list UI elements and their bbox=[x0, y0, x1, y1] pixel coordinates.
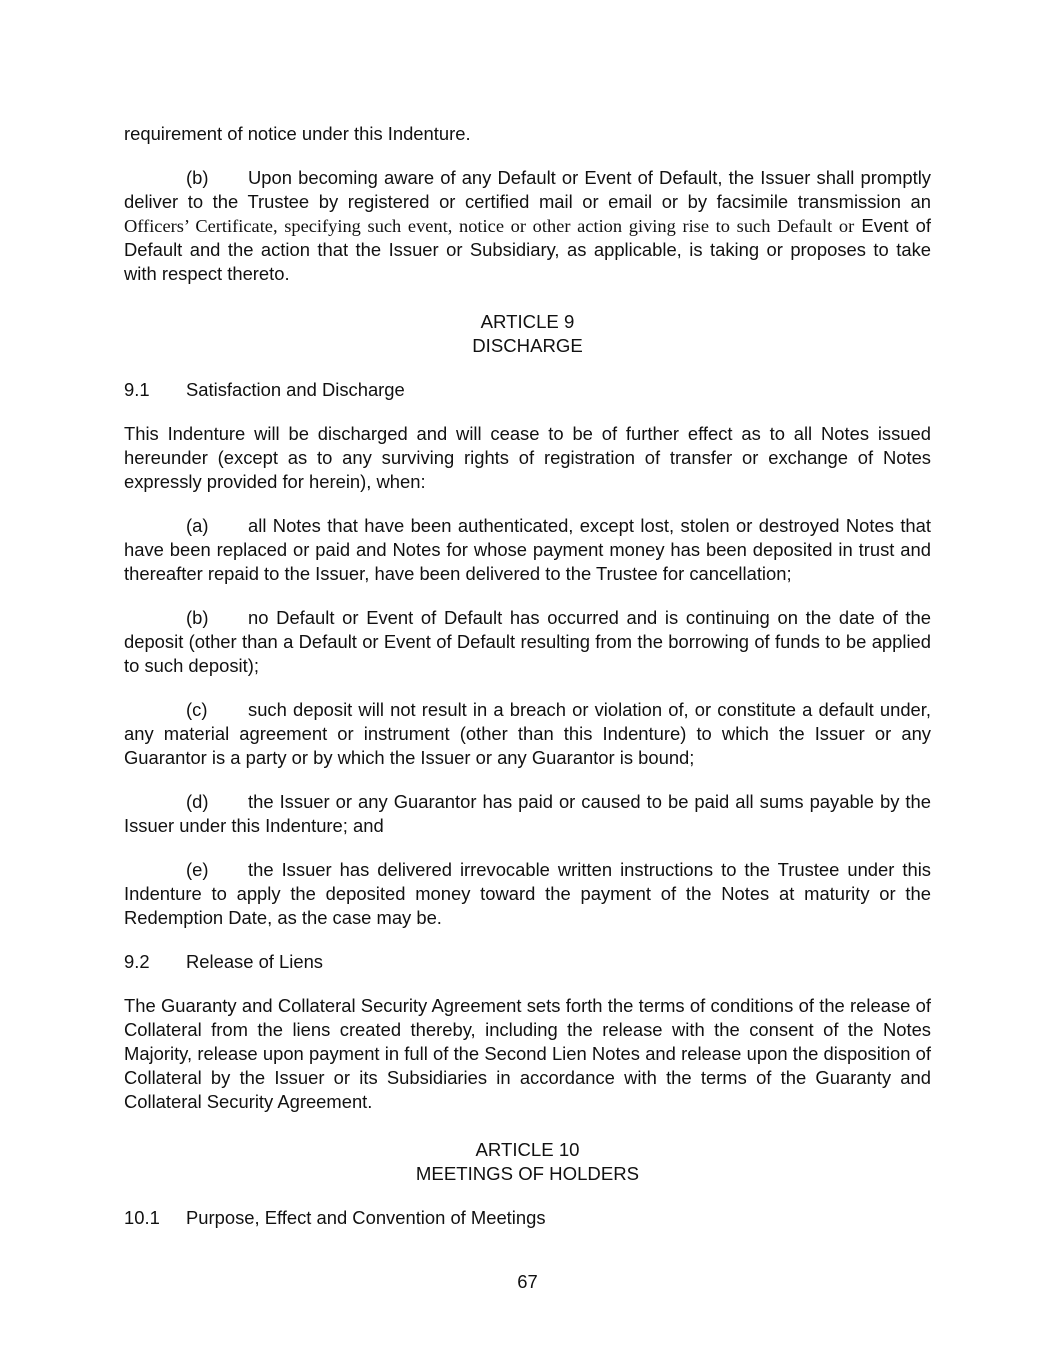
default-notice-paragraph bbox=[124, 166, 931, 286]
paragraph-text-serif: Officers’ Certificate, specifying such event, notice or other action giving rise to such Default or bbox=[124, 216, 855, 236]
list-item bbox=[124, 606, 931, 678]
section-9-1-body: This Indenture will be discharged and will cease to be of further effect as to all Notes issued hereunder (except as to any surviving rights of registration of transfer or exchange of Notes expressly provided for herein), when: bbox=[124, 423, 931, 492]
item-label: (b) bbox=[186, 607, 209, 628]
section-9-2-heading bbox=[124, 950, 931, 974]
article-9-heading bbox=[124, 310, 931, 358]
section-number: 10.1 bbox=[124, 1207, 160, 1228]
list-item bbox=[124, 790, 931, 838]
article-subtitle: MEETINGS OF HOLDERS bbox=[415, 1163, 640, 1184]
item-label: (b) bbox=[186, 167, 209, 188]
item-text: all Notes that have been authenticated, except lost, stolen or destroyed Notes that have been replaced or paid and Notes for whose payment money has been deposited in trust and thereafter repaid to the Issuer, have been delivered to the Trustee for cancellation; bbox=[124, 515, 931, 584]
section-number: 9.1 bbox=[124, 379, 150, 400]
page-number: 67 bbox=[517, 1271, 538, 1292]
item-text: no Default or Event of Default has occurred and is continuing on the date of the deposit (other than a Default or Event of Default resulting from the borrowing of funds to be applied to such deposit); bbox=[124, 607, 931, 676]
article-10-heading bbox=[124, 1138, 931, 1186]
section-number: 9.2 bbox=[124, 951, 150, 972]
section-9-2-body: The Guaranty and Collateral Security Agreement sets forth the terms of conditions of the release of Collateral from the liens created thereby, including the release with the consent of the Notes Majority, release upon payment in full of the Second Lien Notes and release upon the disposition of Collateral by the Issuer or its Subsidiaries in accordance with the terms of the Guaranty and Collateral Security Agreement. bbox=[124, 995, 931, 1112]
item-label: (e) bbox=[186, 859, 209, 880]
item-text: the Issuer has delivered irrevocable written instructions to the Trustee under this Indenture to apply the deposited money toward the payment of the Notes at maturity or the Redemption Date, as the case may be. bbox=[124, 859, 931, 928]
list-item bbox=[124, 514, 931, 586]
section-10-1-heading bbox=[124, 1206, 931, 1230]
section-title: Release of Liens bbox=[186, 951, 323, 972]
section-title: Purpose, Effect and Convention of Meetings bbox=[186, 1207, 546, 1228]
article-title: ARTICLE 9 bbox=[480, 311, 575, 332]
document-page bbox=[124, 122, 931, 1250]
item-text: the Issuer or any Guarantor has paid or caused to be paid all sums payable by the Issuer under this Indenture; and bbox=[124, 791, 931, 836]
item-label: (a) bbox=[186, 515, 209, 536]
item-text: such deposit will not result in a breach or violation of, or constitute a default under, any material agreement or instrument (other than this Indenture) to which the Issuer or any Guarantor is a party or by which the Issuer or any Guarantor is bound; bbox=[124, 699, 931, 768]
list-item bbox=[124, 858, 931, 930]
list-item bbox=[124, 698, 931, 770]
paragraph-text-part1: Upon becoming aware of any Default or Event of Default, the Issuer shall promptly deliver to the Trustee by registered or certified mail or email or by facsimile transmission an bbox=[124, 167, 931, 212]
section-9-1-heading bbox=[124, 378, 931, 402]
item-label: (c) bbox=[186, 699, 208, 720]
article-title: ARTICLE 10 bbox=[475, 1139, 580, 1160]
item-label: (d) bbox=[186, 791, 209, 812]
continuation-text: requirement of notice under this Indenture. bbox=[124, 123, 471, 144]
article-subtitle: DISCHARGE bbox=[472, 335, 583, 356]
section-title: Satisfaction and Discharge bbox=[186, 379, 405, 400]
paragraph-text-part2: Event of Default and the action that the Issuer or Subsidiary, as applicable, is taking or proposes to take with respect thereto. bbox=[124, 215, 931, 284]
